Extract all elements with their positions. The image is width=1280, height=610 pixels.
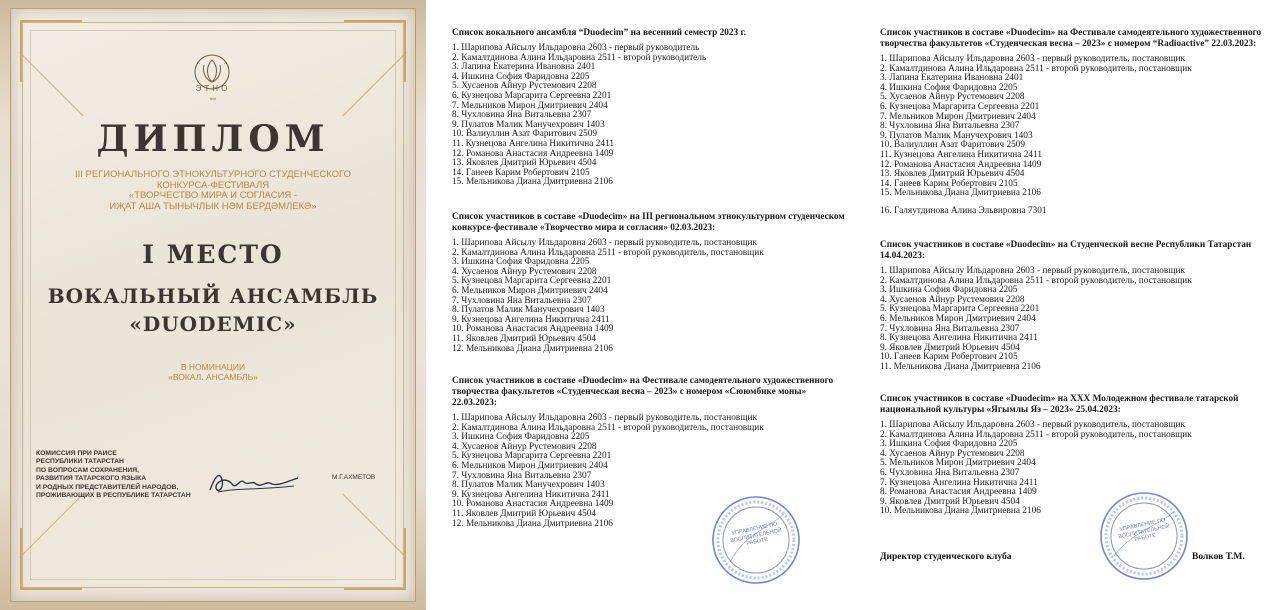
nomination-label: В НОМИНАЦИИ <box>180 362 246 372</box>
section-title: Список участников в составе «Duodecim» на Студенческой весне Республики Татарстан <box>880 240 1252 250</box>
list-item: 10. Валиуллин Азат Фаритович 2509 <box>452 129 598 140</box>
section-title: конкурсе-фестивале «Творчество мира и согласия» 02.03.2023: <box>452 223 716 233</box>
list-item: 8. Чухловина Яна Витальевна 2307 <box>452 110 592 121</box>
list-item: 3. Ишкина София Фаридовна 2205 <box>880 439 1018 450</box>
stamp-text: УПРАВЛЕНИЕ ПО ВОСПИТАТЕЛЬНОЙ РАБОТЕ <box>729 521 783 548</box>
list-item: 11. Кузнецова Ангелина Никитична 2411 <box>452 138 614 149</box>
list-item: 5. Хусаенов Айнур Рустемович 2208 <box>880 92 1025 103</box>
etno-logo-icon <box>182 50 242 110</box>
list-item: 8. Чухловина Яна Витальевна 2307 <box>880 121 1020 132</box>
list-item: 1. Шарипова Айсылу Ильдаровна 2603 - первый руководитель, постановщик <box>452 413 757 423</box>
commission-line: РАЗВИТИЯ ТАТАРСКОГО ЯЗЫКА <box>36 475 147 483</box>
nomination <box>0 362 426 382</box>
ensemble-line: «DUODEMIC» <box>129 312 297 336</box>
list-item: 12. Романова Анастасия Андреевна 1409 <box>880 159 1042 170</box>
list-item: 10. Ганеев Карим Робертович 2105 <box>880 352 1018 363</box>
list-item: 10. Романова Анастасия Андреевна 1409 <box>452 324 614 335</box>
ensemble-name <box>0 282 426 338</box>
list-item: 2. Камалтдинова Алина Ильдаровна 2511 - второй руководитель, постановщик <box>880 429 1192 440</box>
list-item: 1. Шарипова Айсылу Ильдаровна 2603 - первый руководитель, постановщик <box>880 54 1185 64</box>
list-item: 9. Кузнецова Ангелина Никитична 2411 <box>452 489 610 500</box>
diploma <box>0 0 426 610</box>
list-item: 4. Ишкина София Фаридовна 2205 <box>880 82 1018 93</box>
section-yagymly-yaz <box>880 394 1270 517</box>
list-item: 8. Кузнецова Ангелина Никитична 2411 <box>880 333 1038 344</box>
contest-line: КОНКУРСА-ФЕСТИВАЛЯ <box>156 179 270 191</box>
list-item: 2. Камалтдинова Алина Ильдаровна 2511 - второй руководитель, постановщик <box>452 247 764 258</box>
list-item: 9. Кузнецова Ангелина Никитична 2411 <box>452 314 610 325</box>
list-item: 10. Валиуллин Азат Фаритович 2509 <box>880 140 1026 151</box>
contest-name <box>0 170 426 212</box>
list-item: 6. Кузнецова Маргарита Сергеевна 2201 <box>452 90 612 101</box>
section-title: национальной культуры «Ягымлы Яз – 2023» 25.04.2023: <box>880 405 1121 415</box>
contest-line: ИҖАТ АША ТЫНЫЧЛЫК HӘМ БЕРДӘМЛЕКӘ» <box>109 200 317 212</box>
list-item: 2. Камалтдинова Алина Ильдаровна 2511 - второй руководитель, постановщик <box>880 63 1192 74</box>
diploma-title: ДИПЛОМ <box>96 118 330 160</box>
list-item: 1. Шарипова Айсылу Ильдаровна 2603 - первый руководитель, постановщик <box>880 420 1185 430</box>
list-item: 2. Камалтдинова Алина Ильдаровна 2511 - второй руководитель, постановщик <box>452 422 764 433</box>
list-item: 2. Камалтдинова Алина Ильдаровна 2511 - второй руководитель, постановщик <box>880 275 1192 286</box>
section-ethno-festival <box>452 212 862 354</box>
stamp-text: УПРАВЛЕНИЕ ПО ВОСПИТАТЕЛЬНОЙ РАБОТЕ <box>1117 517 1171 544</box>
corner-ornament <box>344 528 406 590</box>
list-item: 10. Мельникова Диана Дмитриевна 2106 <box>880 506 1041 517</box>
list-item: 15. Мельникова Диана Дмитриевна 2106 <box>452 177 613 188</box>
list-item: 9. Яковлев Дмитрий Юрьевич 4504 <box>880 342 1020 353</box>
list-item: 7. Чухловина Яна Витальевна 2307 <box>452 470 592 481</box>
list-item: 3. Лапина Екатерина Ивановна 2401 <box>880 73 1024 84</box>
list-item: 12. Мельникова Диана Дмитриевна 2106 <box>452 518 613 529</box>
corner-ornament <box>20 20 82 82</box>
section-vocal-ensemble <box>452 28 862 188</box>
signature-icon <box>206 466 302 500</box>
list-item: 11. Яковлев Дмитрий Юрьевич 4504 <box>452 508 597 519</box>
section-title: Список участников в составе «Duodecim» на Фестивале самодеятельного художественного <box>880 28 1262 38</box>
list-item: 13. Яковлев Дмитрий Юрьевич 4504 <box>452 158 597 169</box>
list-item: 4. Ишкина София Фаридовна 2205 <box>452 71 590 82</box>
list-item: 4. Хусаенов Айнур Рустемович 2208 <box>452 266 597 277</box>
list-item: 11. Яковлев Дмитрий Юрьевич 4504 <box>452 333 597 344</box>
list-item: 1. Шарипова Айсылу Ильдаровна 2603 - первый руководитель, постановщик <box>880 266 1185 276</box>
list-item: 6. Мельников Мирон Дмитриевич 2404 <box>452 460 608 471</box>
list-item: 6. Мельников Мирон Дмитриевич 2404 <box>452 285 608 296</box>
section-title: творчества факультетов «Студенческая весна – 2023» с номером “Radioactive” 22.03.2023: <box>880 39 1257 49</box>
list-item: 16. Галяутдинова Алина Эльвировна 7301 <box>880 205 1047 216</box>
list-item: 12. Мельникова Диана Дмитриевна 2106 <box>452 343 613 354</box>
section-student-spring-republic <box>880 240 1270 373</box>
section-title: Список участников в составе «Duodecim» на III региональном этнокультурном студенческом <box>452 212 845 222</box>
list-item: 8. Пулатов Малик Манучехрович 1403 <box>452 305 605 316</box>
list-item: 7. Мельников Мирон Дмитриевич 2404 <box>452 100 608 111</box>
signer-name: М.Г.АХМЕТОВ <box>332 474 376 481</box>
commission-line: ПО ВОПРОСАМ СОХРАНЕНИЯ, <box>36 466 140 474</box>
list-item: 5. Кузнецова Маргарита Сергеевна 2201 <box>880 304 1040 315</box>
list-item: 5. Кузнецова Маргарита Сергеевна 2201 <box>452 451 612 462</box>
list-item: 11. Мельникова Диана Дмитриевна 2106 <box>880 361 1041 372</box>
list-item: 7. Чухловина Яна Витальевна 2307 <box>880 323 1020 334</box>
section-title: 22.03.2023: <box>452 398 497 408</box>
nomination-value: «ВОКАЛ. АНСАМБЛЬ» <box>168 372 258 382</box>
section-title: Список участников в составе «Duodecim» на Фестивале самодеятельного художественного <box>452 376 834 386</box>
list-item: 10. Романова Анастасия Андреевна 1409 <box>452 499 614 510</box>
list-item: 9. Пулатов Малик Манучехрович 1403 <box>880 130 1033 141</box>
list-item: 9. Пулатов Малик Манучехрович 1403 <box>452 119 605 130</box>
footer-signer: Волков Т.М. <box>1192 552 1245 562</box>
list-item: 3. Лапина Екатерина Ивановна 2401 <box>452 62 596 73</box>
list-item: 8. Пулатов Малик Манучехрович 1403 <box>452 480 605 491</box>
list-item: 3. Ишкина София Фаридовна 2205 <box>880 285 1018 296</box>
commission-line: РЕСПУБЛИКИ ТАТАРСТАН <box>36 458 124 466</box>
list-item: 9. Яковлев Дмитрий Юрьевич 4504 <box>880 496 1020 507</box>
list-item: 5. Кузнецова Маргарита Сергеевна 2201 <box>452 276 612 287</box>
list-item: 1. Шарипова Айсылу Ильдаровна 2603 - первый руководитель, постановщик <box>452 238 757 248</box>
list-item: 2. Камалтдинова Алина Ильдаровна 2511 - второй руководитель <box>452 52 707 63</box>
list-item: 1. Шарипова Айсылу Ильдаровна 2603 - первый руководитель <box>452 43 700 53</box>
place-label: I МЕСТО <box>142 240 284 269</box>
list-item: 6. Мельников Мирон Дмитриевич 2404 <box>880 313 1036 324</box>
list-item: 6. Чухловина Яна Витальевна 2307 <box>880 467 1020 478</box>
list-item: 14. Ганеев Карим Робертович 2105 <box>452 167 590 178</box>
section-title: Список вокального ансамбля “Duodecim” на весенний семестр 2023 г. <box>452 28 747 38</box>
contest-line: «ТВОРЧЕСТВО МИРА И СОГЛАСИЯ - <box>128 190 298 201</box>
section-title: 14.04.2023: <box>880 251 925 261</box>
list-item: 5. Хусаенов Айнур Рустемович 2208 <box>452 81 597 92</box>
list-item: 3. Ишкина София Фаридовна 2205 <box>452 257 590 268</box>
list-item: 7. Кузнецова Ангелина Никитична 2411 <box>880 477 1038 488</box>
list-item: 13. Яковлев Дмитрий Юрьевич 4504 <box>880 169 1025 180</box>
list-item: 15. Мельникова Диана Дмитриевна 2106 <box>880 188 1041 199</box>
commission-block <box>36 450 196 500</box>
list-item: 6. Кузнецова Маргарита Сергеевна 2201 <box>880 101 1040 112</box>
logo-sub: fest <box>209 96 217 101</box>
list-item: 4. Хусаенов Айнур Рустемович 2208 <box>452 441 597 452</box>
corner-ornament <box>344 20 406 82</box>
commission-line: ПРОЖИВАЮЩИХ В РЕСПУБЛИКЕ ТАТАРСТАН <box>36 492 191 500</box>
section-title: Список участников в составе «Duodecim» на XXX Молодежном фестивале татарской <box>880 394 1239 404</box>
section-title: творчества факультетов «Студенческая весна – 2023» с номером «Сююмбике моны» <box>452 387 807 397</box>
commission-line: КОМИССИЯ ПРИ РАИСЕ <box>36 450 117 457</box>
ensemble-line: ВОКАЛЬНЫЙ АНСАМБЛЬ <box>47 284 379 308</box>
list-item: 5. Мельников Мирон Дмитриевич 2404 <box>880 458 1036 469</box>
footer-position: Директор студенческого клуба <box>880 552 1012 562</box>
list-item: 4. Хусаенов Айнур Рустемович 2208 <box>880 294 1025 305</box>
list-item: 3. Ишкина София Фаридовна 2205 <box>452 432 590 443</box>
list-item: 8. Романова Анастасия Андреевна 1409 <box>880 487 1037 498</box>
corner-ornament <box>20 528 82 590</box>
logo-text: ЭТНО <box>195 84 231 93</box>
contest-line: III РЕГИОНАЛЬНОГО ЭТНОКУЛЬТУРНОГО СТУДЕНЧЕСКОГО <box>74 169 352 180</box>
list-item: 7. Мельников Мирон Дмитриевич 2404 <box>880 111 1036 122</box>
list-item: 12. Романова Анастасия Андреевна 1409 <box>452 148 614 159</box>
section-student-spring-radioactive <box>880 28 1270 217</box>
list-item: 4. Хусаенов Айнур Рустемович 2208 <box>880 448 1025 459</box>
commission-line: И РОДНЫХ ПРЕДСТАВИТЕЛЕЙ НАРОДОВ, <box>36 483 179 491</box>
list-item: 11. Кузнецова Ангелина Никитична 2411 <box>880 149 1042 160</box>
list-item: 14. Ганеев Карим Робертович 2105 <box>880 178 1018 189</box>
list-item: 7. Чухловина Яна Витальевна 2307 <box>452 295 592 306</box>
